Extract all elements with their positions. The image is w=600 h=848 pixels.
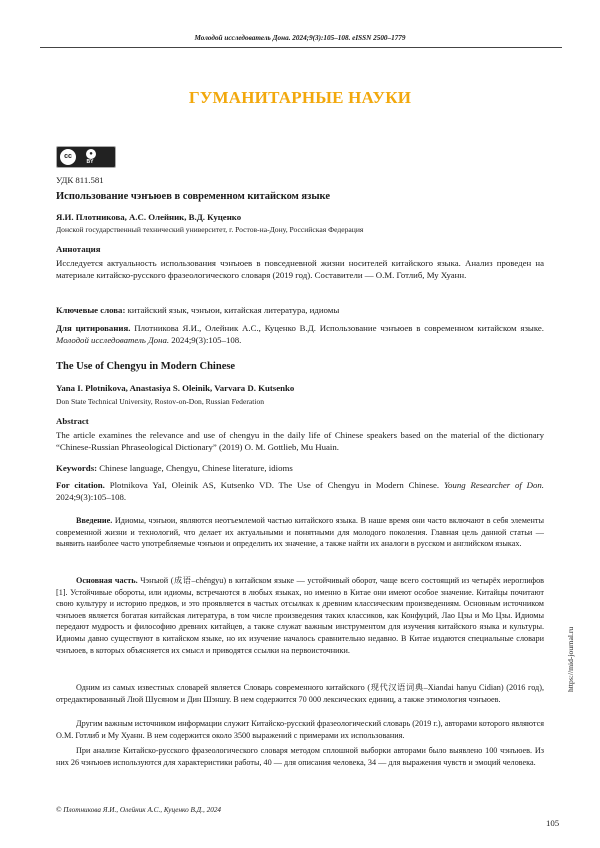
- by-label: BY: [77, 159, 103, 165]
- cc-license-badge[interactable]: [56, 146, 116, 168]
- ru-keywords-label: Ключевые слова:: [56, 305, 125, 315]
- en-citation: [56, 479, 544, 503]
- ru-affiliation: Донской государственный технический университет, г. Ростов-на-Дону, Российская Федерация: [56, 225, 363, 234]
- cc-icon: cc: [59, 148, 77, 166]
- en-authors: Yana I. Plotnikova, Anastasiya S. Oleinik, Varvara D. Kutsenko: [56, 383, 294, 393]
- body-paragraph-5: При анализе Китайско-русского фразеологического словаря методом сплошной выборки авторами было выявлено 100 чэнъюев. Из них 26 чэнъюев используются для характеристики работы, 40 — для описания человека, 34 — для выражения чувств и эмоций человека.: [56, 745, 544, 768]
- en-keywords-text: Chinese language, Chengyu, Chinese literature, idioms: [99, 463, 293, 473]
- en-cite-tail: 2024;9(3):105–108.: [56, 492, 126, 502]
- en-keywords-label: Keywords:: [56, 463, 97, 473]
- en-affiliation: Don State Technical University, Rostov-on-Don, Russian Federation: [56, 397, 264, 406]
- by-person-icon: ●: [85, 148, 97, 160]
- intro-lead: Введение.: [76, 516, 112, 525]
- body-paragraph-4: Другим важным источником информации служит Китайско-русский фразеологический словарь (2019 г.), авторами которого являются О.М. Готлиб и Му Хуанн. В нем содержится около 3500 выражений с примерами их использования.: [56, 718, 544, 741]
- ru-title: Использование чэнъюев в современном китайском языке: [56, 191, 330, 202]
- main-lead: Основная часть.: [76, 576, 138, 585]
- en-cite-text: Plotnikova YaI, Oleinik AS, Kutsenko VD. The Use of Chengyu in Modern Chinese.: [110, 480, 439, 490]
- en-title: The Use of Chengyu in Modern Chinese: [56, 361, 235, 372]
- footer-copyright: © Плотникова Я.И., Олейник А.С., Куценко В.Д., 2024: [56, 806, 221, 814]
- en-keywords: [56, 462, 544, 474]
- section-title: ГУМАНИТАРНЫЕ НАУКИ: [0, 88, 600, 108]
- body-paragraph-3: Одним из самых известных словарей является Словарь современного китайского (现代汉语词典–Xiandai hanyu Cidian) (2016 год), отредактированный Люй Шусяном и Дин Шэншу. В нем содержится 70 000 лексических единиц, а также этимология чэнъюев.: [56, 682, 544, 705]
- ru-citation: [56, 322, 544, 346]
- header-divider: [40, 47, 562, 48]
- ru-abstract: Исследуется актуальность использования чэнъюев в повседневной жизни носителей китайского языка. Анализ проведен на материале китайско-русского фразеологического словаря (2019 год). Составители — О.М. Готлиб, Му Хуанн.: [56, 257, 544, 281]
- body-intro-paragraph: [56, 515, 544, 550]
- page-number: 105: [546, 818, 559, 828]
- ru-cite-label: Для цитирования.: [56, 323, 130, 333]
- en-abstract-heading: Abstract: [56, 416, 89, 426]
- ru-keywords: [56, 304, 544, 316]
- ru-cite-journal: Молодой исследователь Дона.: [56, 335, 169, 345]
- en-abstract: The article examines the relevance and use of chengyu in the daily life of Chinese speakers based on the material of the dictionary “Chinese-Russian Phraseological Dictionary” (2019) O. M. Gottlieb, Mu Huain.: [56, 429, 544, 453]
- udc-code: УДК 811.581: [56, 174, 104, 186]
- en-cite-journal: Young Researcher of Don.: [444, 480, 544, 490]
- running-header: Молодой исследователь Дона. 2024;9(3):105–108. eISSN 2500–1779: [0, 34, 600, 42]
- main-text: Чэнъюй (成语–chéngyu) в китайском языке — устойчивый оборот, чаще всего состоящий из четырёх иероглифов [1]. Устойчивые обороты, или идиомы, встречаются в любых языках, но именно в Китае они имеют особое значение. Китайцы почитают свою культуру и историю предков, и это проявляется в частых отсылках к древним классическим произведениям. Основным источником чэнъюев является богатая китайская литература, в том числе произведения таких классиков, как Конфуций, Лао Цзы и Мо Цзы. Идиомы передают мудрость и философию древних китайцев, а также служат важным инструментом для изучения китайского языка и культуры. Идиомы давно существуют в китайском языке, но их изучение началось сравнительно недавно. В Китае издаются специальные словари чэнъюев, в которых объясняется их смысл и приводятся ссылки на первоисточники.: [56, 576, 544, 655]
- ru-keywords-text: китайский язык, чэнъюи, китайская литература, идиомы: [128, 305, 340, 315]
- intro-text: Идиомы, чэнъюи, являются неотъемлемой частью китайского языка. В наше время они часто включают в себя элементы современной жизни и технологий, что делает их актуальными и понятными для молодого поколения. Главная цель данной статьи — выявить наиболее часто употребляемые чэнъюи и определить их значение, а также найти их аналоги в русском и английском языках.: [56, 516, 544, 548]
- ru-authors: Я.И. Плотникова, А.С. Олейник, В.Д. Куценко: [56, 212, 241, 222]
- ru-cite-text: Плотникова Я.И., Олейник А.С., Куценко В.Д. Использование чэнъюев в современном китайском языке.: [134, 323, 544, 333]
- en-cite-label: For citation.: [56, 480, 105, 490]
- ru-cite-tail: 2024;9(3):105–108.: [171, 335, 241, 345]
- ru-abstract-heading: Аннотация: [56, 244, 101, 254]
- body-main-paragraph: [56, 575, 544, 656]
- journal-url[interactable]: https://mid-journal.ru: [566, 627, 575, 692]
